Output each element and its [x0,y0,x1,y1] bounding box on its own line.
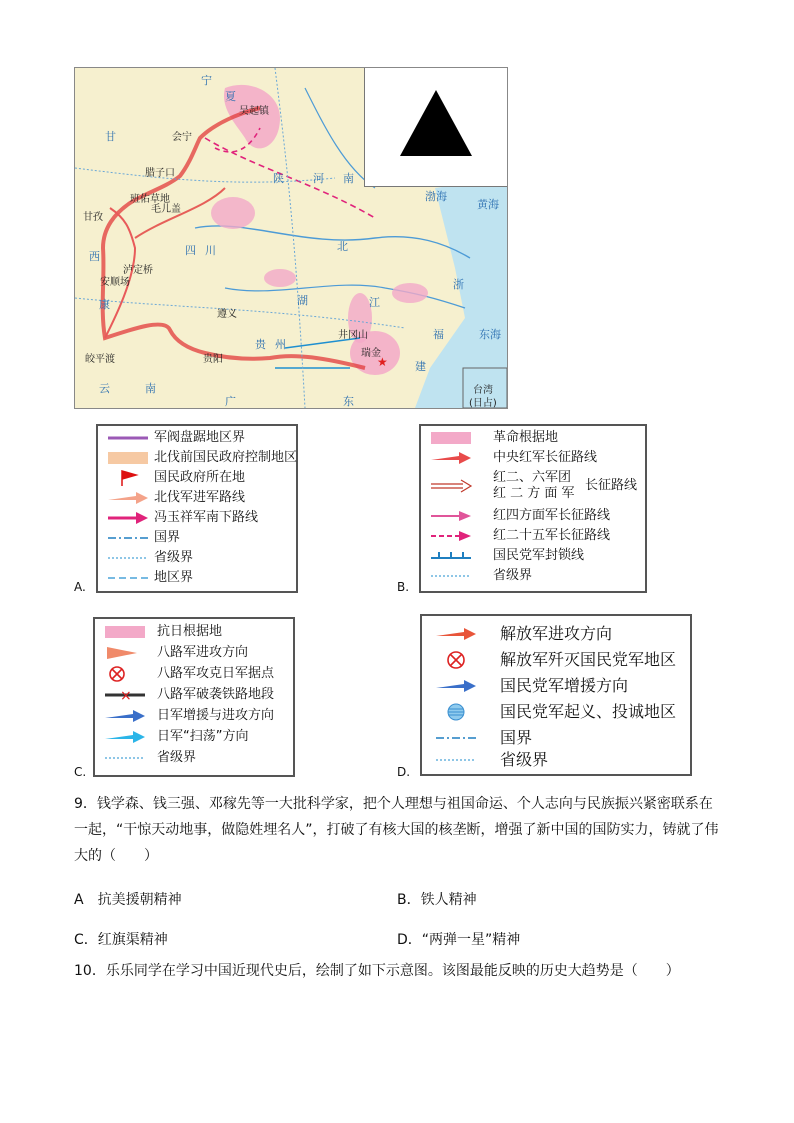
map-bg-label: 西 [89,250,100,263]
question-9-line-1: 9．钱学森、钱三强、邓稼先等一大批科学家，把个人理想与祖国命运、个人志向与民族振兴紧密联系在 [74,796,713,812]
map-bg-label: 云 [99,382,110,395]
long-march-route [103,108,365,368]
map-label-guiyang: 贵阳 [203,354,223,365]
question-9-line-2: 一起，“干惊天动地事，做隐姓埋名人”，打破了有核大国的核垄断，增强了新中国的国防实力，铸就了伟 [74,822,719,838]
legend-a-row: 省级界 [154,550,194,565]
q9-option-b[interactable]: B．铁人精神 [397,892,477,908]
map-label-jinggang: 井冈山 [338,330,368,341]
map-bg-label: 浙 [453,278,464,291]
option-a-label[interactable]: A. [74,580,86,594]
map-bg-label: 川 [205,244,216,257]
map-bg-label: 福 [433,328,444,341]
map-label-anshunchang: 安顺场 [100,277,130,288]
map-bg-label: 州 [275,338,286,351]
long-march-map [74,67,508,409]
map-bg-label: 夏 [225,90,236,103]
legend-a-row: 北伐前国民政府控制地区 [98,448,296,468]
question-9 [74,791,734,869]
map-bg-label: 南 [145,382,156,395]
map-bg-label: 河 [313,172,324,185]
map-bg-label: 渤海 [425,190,447,203]
legend-a-row: 北伐军进军路线 [98,488,296,508]
q9-option-d[interactable]: D．“两弹一星”精神 [397,932,521,948]
legend-d-row: 解放军进攻方向 [422,622,690,646]
legend-b-row: 红二、六军团 红 二 方 面 军 长征路线 [421,468,645,504]
map-bg-label: 南 [343,172,354,185]
question-10: 10．乐乐同学在学习中国近现代史后，绘制了如下示意图。该图最能反映的历史大趋势是（ ） [74,963,680,979]
legend-d-row: 国民党军增援方向 [422,674,690,698]
legend-b-row: 省级界 [493,568,533,583]
legend-c-row: × 八路军破袭铁路地段 [120,687,275,704]
map-bg-label: 康 [99,298,110,311]
legend-c-row: 省级界 [157,750,197,765]
q9-option-a[interactable]: A 抗美援朝精神 [74,892,182,908]
map-label-bandi: 班佑草地 [130,194,170,205]
legend-c-row: 八路军进攻方向 [95,643,293,663]
map-label-lazikou: 腊子口 [145,168,175,179]
map-label-taiwan: 台湾 [473,385,493,396]
legend-a-row: 国民政府所在地 [98,468,296,488]
legend-d-row: 国界 [500,728,533,747]
legend-b-row: 红二十五军长征路线 [421,526,645,546]
map-label-wuqizhen: 吴起镇 [239,106,269,117]
q9-option-c[interactable]: C．红旗渠精神 [74,932,168,948]
map-bg-label: 陕 [273,172,284,185]
map-label-jiaopingdu: 皎平渡 [85,354,115,365]
legend-d-row: 省级界 [500,750,549,769]
legend-b-row: 红四方面军长征路线 [421,506,645,526]
option-b-label[interactable]: B. [397,580,410,594]
map-bg-label: 贵 [255,338,266,351]
map-label-maoergai: 毛儿盖 [151,204,181,215]
map-bg-label: 建 [415,360,426,373]
map-bg-label: 宁 [201,74,212,87]
map-label-ruijin: 瑞金 [361,348,381,359]
map-label-luding: 泸定桥 [123,265,153,276]
legend-a [96,424,298,593]
map-bg-label: 东 [343,395,354,408]
legend-b-row: 国民党军封锁线 [493,548,585,563]
legend-a-row: 军阀盘踞地区界 [154,430,246,445]
triangle-symbol [365,68,507,186]
svg-text:★: ★ [377,355,388,369]
option-d-label[interactable]: D. [397,765,411,779]
legend-a-row: 国界 [154,530,181,545]
map-bg-label: 甘 [105,130,116,143]
map-bg-label: 东海 [479,328,501,341]
legend-a-row: 地区界 [154,570,194,585]
map-bg-label: 黄海 [477,198,499,211]
question-9-line-3: 大的（ ） [74,848,158,864]
map-bg-label: 四 [185,244,196,257]
map-label-diaoyu: (日占) [469,398,497,409]
legend-c-row: 日军“扫荡”方向 [95,727,293,747]
map-label-zunyi: 遵义 [217,309,237,320]
map-bg-label: 湖 [297,294,308,307]
map-label-huining: 会宁 [172,132,192,143]
legend-d [420,614,692,776]
legend-d-row: 国民党军起义、投诚地区 [422,700,690,724]
legend-c-row: 日军增援与进攻方向 [95,706,293,726]
legend-c-row: 抗日根据地 [95,622,293,642]
legend-c-row: 八路军攻克日军据点 [95,664,293,684]
map-bg-label: 北 [337,240,348,253]
legend-b-row: 革命根据地 [421,428,645,448]
legend-b-row: 中央红军长征路线 [421,448,645,468]
map-bg-label: 江 [369,296,380,309]
legend-b [419,424,647,593]
map-bg-label: 广 [225,395,236,408]
map-label-ganzi: 甘孜 [83,212,103,223]
option-c-label[interactable]: C. [74,765,87,779]
legend-d-row: 解放军歼灭国民党军地区 [422,648,690,672]
legend-a-row: 冯玉祥军南下路线 [98,508,296,528]
map-inset-box [364,68,507,187]
svg-text:×: × [120,688,132,704]
legend-c [93,617,295,777]
